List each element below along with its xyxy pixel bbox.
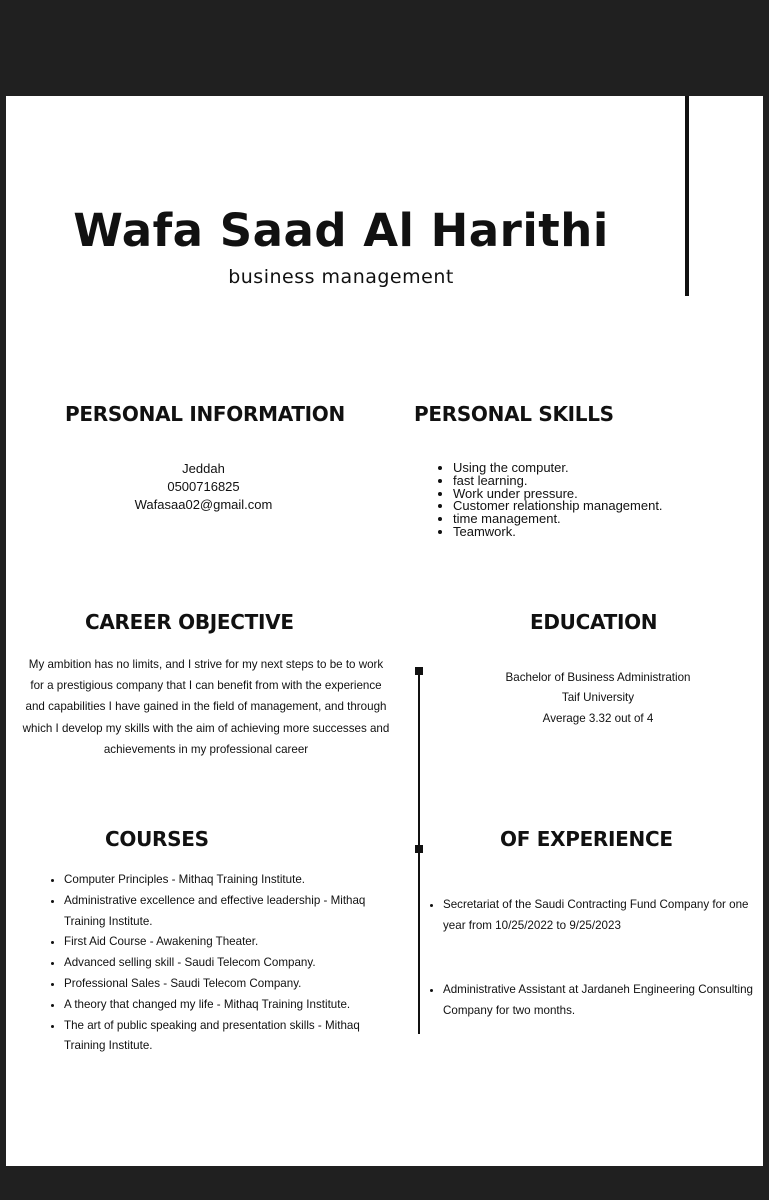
phone-text: 0500716825 <box>167 479 240 494</box>
degree-text: Bachelor of Business Administration <box>505 671 691 684</box>
experience-heading: OF EXPERIENCE <box>500 827 673 851</box>
list-item: • Secretariat of the Saudi Contracting Fund Company for one year from 10/25/2022 to 9/25/2023 <box>443 894 769 936</box>
list-item: • A theory that changed my life - Mithaq Training Institute. <box>64 995 404 1016</box>
list-item: • Using the computer. <box>453 462 769 475</box>
applicant-name: Wafa Saad Al Harithi <box>73 204 609 257</box>
career-objective-text: My ambition has no limits, and I strive for my next steps to be to work for a prestigious company that I can benefit from with the experience and capabilities I have gained in the field of management, and through which I develop my skills with the aim of achieving more successes and achievements in my professional career <box>22 658 390 756</box>
list-item: • First Aid Course - Awakening Theater. <box>64 932 404 953</box>
courses-list <box>49 870 404 1057</box>
personal-information-block <box>66 460 341 514</box>
list-item: • The art of public speaking and presentation skills - Mithaq Training Institute. <box>64 1016 404 1058</box>
list-item: • Advanced selling skill - Saudi Telecom Company. <box>64 953 404 974</box>
personal-information-heading: PERSONAL INFORMATION <box>65 402 345 426</box>
university-text: Taif University <box>561 691 635 705</box>
timeline-marker <box>415 845 423 853</box>
email-text: Wafasaa02@gmail.com <box>134 497 273 512</box>
list-item: • Customer relationship management. <box>453 500 769 513</box>
list-item: • fast learning. <box>453 475 769 488</box>
applicant-field: business management <box>228 266 454 288</box>
personal-skills-heading: PERSONAL SKILLS <box>414 402 614 426</box>
resume-page <box>6 96 763 1166</box>
experience-list <box>428 894 769 1064</box>
list-item: • time management. <box>453 513 769 526</box>
career-objective-heading: CAREER OBJECTIVE <box>85 610 294 634</box>
personal-skills-list <box>438 462 769 539</box>
city-text: Jeddah <box>182 461 225 476</box>
header-divider-line <box>685 96 689 296</box>
list-item: • Administrative excellence and effective leadership - Mithaq Training Institute. <box>64 891 404 933</box>
education-heading: EDUCATION <box>530 610 658 634</box>
average-text: Average 3.32 out of 4 <box>542 711 654 725</box>
courses-heading: COURSES <box>105 827 209 851</box>
list-item: • Teamwork. <box>453 526 769 539</box>
list-item: • Work under pressure. <box>453 488 769 501</box>
timeline-line <box>418 672 420 1034</box>
list-item: • Computer Principles - Mithaq Training Institute. <box>64 870 404 891</box>
education-block <box>463 668 733 729</box>
list-item: • Administrative Assistant at Jardaneh Engineering Consulting Company for two months. <box>443 979 769 1021</box>
timeline-marker <box>415 667 423 675</box>
list-item: • Professional Sales - Saudi Telecom Company. <box>64 974 404 995</box>
